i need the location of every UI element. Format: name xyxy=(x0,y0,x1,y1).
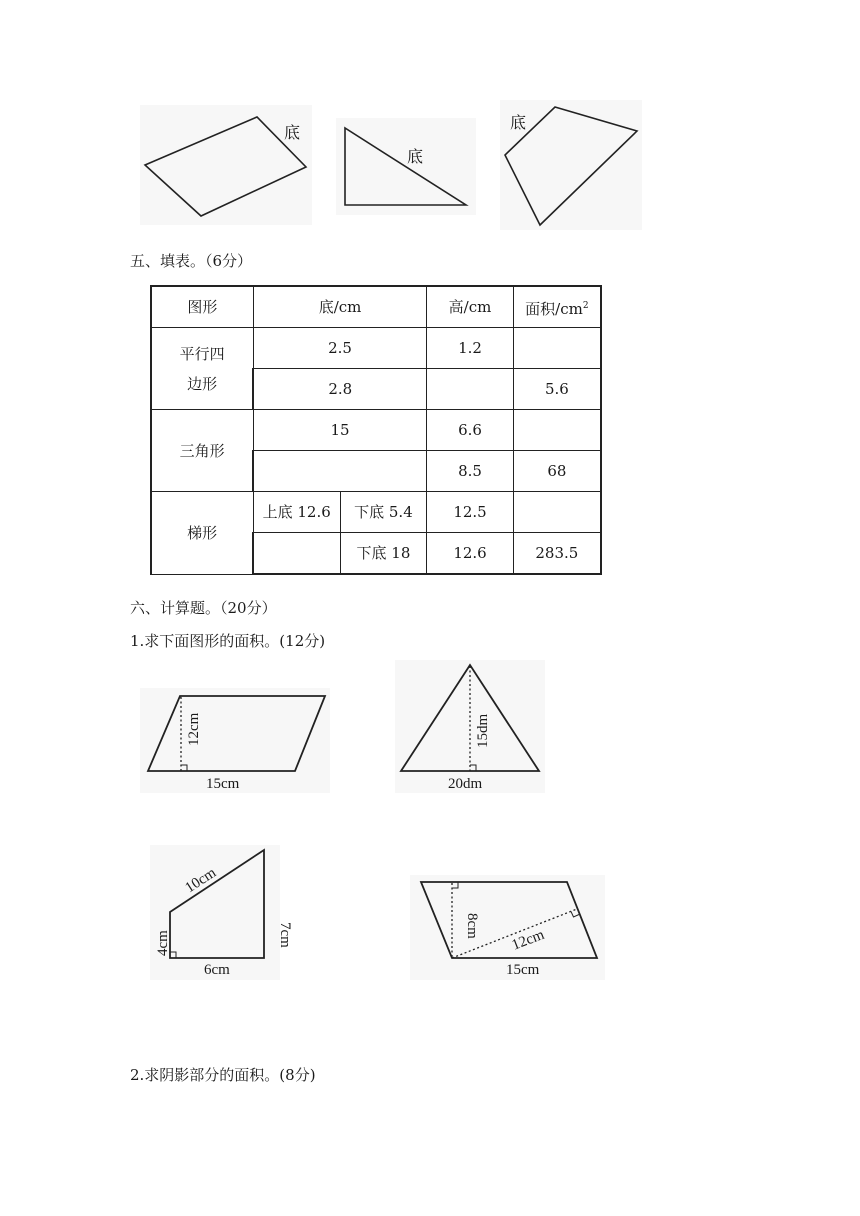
top-figure-parallelogram-box xyxy=(140,105,312,225)
top-figure-triangle-box xyxy=(336,118,476,215)
shape-triangle: 三角形 xyxy=(151,410,253,492)
table-row xyxy=(151,410,601,451)
section5-heading: 五、填表。（6分） xyxy=(130,252,253,270)
table-row xyxy=(151,328,601,369)
fill-in-table xyxy=(150,285,602,575)
top-triangle-figure xyxy=(336,118,476,215)
diagonal-height-label: 12cm xyxy=(509,926,547,954)
calc-trapezoid-box xyxy=(150,845,293,980)
base-label: 底 xyxy=(284,125,301,142)
header-shape: 图形 xyxy=(151,286,253,328)
cell-height: 1.2 xyxy=(427,328,513,369)
calc-parallelogram2-box xyxy=(410,875,605,980)
top-figure-quad-box xyxy=(500,100,642,230)
base-label: 15cm xyxy=(506,962,540,978)
cell-height: 8.5 xyxy=(427,451,513,492)
base-label: 20dm xyxy=(448,776,483,792)
cell-lower-base: 下底 18 xyxy=(340,533,427,575)
cell-upper-base[interactable] xyxy=(253,533,340,575)
table-header-row xyxy=(151,286,601,328)
slant-label: 10cm xyxy=(182,864,220,897)
height-label: 12cm xyxy=(186,712,202,746)
cell-area: 283.5 xyxy=(513,533,601,575)
header-area: 面积$/cm^2$ xyxy=(513,286,601,328)
height-label: 15dm xyxy=(475,713,491,748)
cell-height[interactable] xyxy=(427,369,513,410)
cell-height: 6.6 xyxy=(427,410,513,451)
cell-base: 2.8 xyxy=(253,369,426,410)
header-height: 高/cm xyxy=(427,286,513,328)
cell-base: 15 xyxy=(253,410,426,451)
bottom-label: 6cm xyxy=(204,962,230,978)
base-label: 底 xyxy=(510,115,527,132)
top-parallelogram-figure xyxy=(140,105,312,225)
left-side-label: 4cm xyxy=(155,930,171,956)
right-side-label: 7cm xyxy=(277,922,293,948)
calc-triangle-figure xyxy=(395,660,545,793)
header-base: 底/cm xyxy=(253,286,426,328)
question-2: 2.求阴影部分的面积。(8分) xyxy=(130,1066,316,1084)
height-label: 8cm xyxy=(464,913,480,939)
cell-area: 5.6 xyxy=(513,369,601,410)
cell-base[interactable] xyxy=(253,451,426,492)
section6-heading: 六、计算题。（20分） xyxy=(130,599,277,617)
cell-height: 12.6 xyxy=(427,533,513,575)
base-label: 15cm xyxy=(206,776,240,792)
base-label: 底 xyxy=(407,149,424,166)
cell-upper-base: 上底 12.6 xyxy=(253,492,340,533)
cell-area: 68 xyxy=(513,451,601,492)
calc-trapezoid-figure xyxy=(150,845,293,980)
calc-triangle-box xyxy=(395,660,545,793)
cell-area[interactable] xyxy=(513,328,601,369)
top-quadrilateral-figure xyxy=(500,100,642,230)
cell-base: 2.5 xyxy=(253,328,426,369)
table-row xyxy=(151,492,601,533)
calc-parallelogram2-figure xyxy=(410,875,605,980)
question-1: 1.求下面图形的面积。(12分) xyxy=(130,632,326,650)
cell-area[interactable] xyxy=(513,492,601,533)
shape-trapezoid: 梯形 xyxy=(151,492,253,575)
calc-parallelogram-box xyxy=(140,688,330,793)
cell-area[interactable] xyxy=(513,410,601,451)
cell-lower-base: 下底 5.4 xyxy=(340,492,427,533)
cell-height: 12.5 xyxy=(427,492,513,533)
shape-parallelogram: 平行四 边形 xyxy=(151,328,253,410)
calc-parallelogram-figure xyxy=(140,688,330,793)
